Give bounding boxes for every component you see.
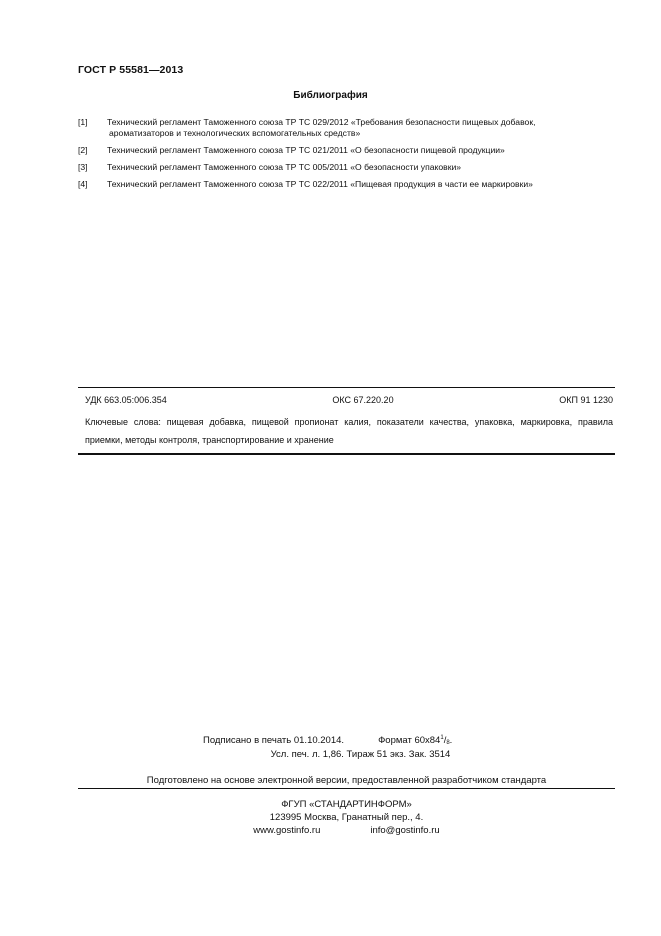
udk-code: УДК 663.05:006.354 [85,395,167,405]
bibliography-item-line: Технический регламент Таможенного союза ТР ТС 029/2012 «Требования безопасности пищевых добавок, [107,117,536,127]
bibliography-item-number: [1] [78,117,88,127]
classification-codes [78,388,615,409]
standard-code: ГОСТ Р 55581—2013 [78,64,184,76]
bibliography-item-number: [2] [78,145,88,155]
bibliography-title: Библиография [293,90,368,101]
bibliography-item [78,117,618,139]
divider [78,788,615,789]
bibliography-item-line: ароматизаторов и технологических вспомогательных средств» [109,128,361,138]
bibliography-item-text [107,145,618,156]
bibliography-item-line: Технический регламент Таможенного союза ТР ТС 021/2011 «О безопасности пищевой продукции» [107,145,505,155]
print-info: Усл. печ. л. 1,86. Тираж 51 экз. Зак. 3514 [270,749,451,760]
keywords: Ключевые слова: пищевая добавка, пищевой пропионат калия, показатели качества, упаковка, маркировка, правила приемки, методы контроля, транспортирование и хранение [85,417,613,445]
okp-code: ОКП 91 1230 [559,395,613,405]
bibliography-item-number: [3] [78,162,88,172]
classification-block [78,387,615,455]
bibliography-item-text [107,117,618,139]
bibliography-item [78,179,618,190]
publisher-info [78,798,615,837]
bibliography-item-text [107,179,618,190]
publisher-address: 123995 Москва, Гранатный пер., 4. [269,812,424,823]
publisher-website[interactable]: www.gostinfo.ru [253,825,321,836]
oks-code: ОКС 67.220.20 [332,395,394,405]
imprint-signed-line [203,735,452,746]
signed-date: Подписано в печать 01.10.2014. [203,735,345,746]
bibliography-item-text [107,162,618,173]
bibliography-item-number: [4] [78,179,88,189]
paper-format: Формат $60x84^1/_8$. [378,735,453,746]
prepared-note: Подготовлено на основе электронной версии, предоставленной разработчиком стандарта [146,775,547,786]
bibliography-item [78,145,618,156]
bibliography-list [78,117,618,196]
publisher-name: ФГУП «СТАНДАРТИНФОРМ» [281,799,412,810]
bibliography-item-line: Технический регламент Таможенного союза ТР ТС 022/2011 «Пищевая продукция в части ее маркировки» [107,179,533,189]
publisher-contacts [78,824,615,837]
divider [78,453,615,455]
bibliography-item-line: Технический регламент Таможенного союза ТР ТС 005/2011 «О безопасности упаковки» [107,162,462,172]
publisher-email[interactable]: info@gostinfo.ru [370,825,440,836]
bibliography-item [78,162,618,173]
